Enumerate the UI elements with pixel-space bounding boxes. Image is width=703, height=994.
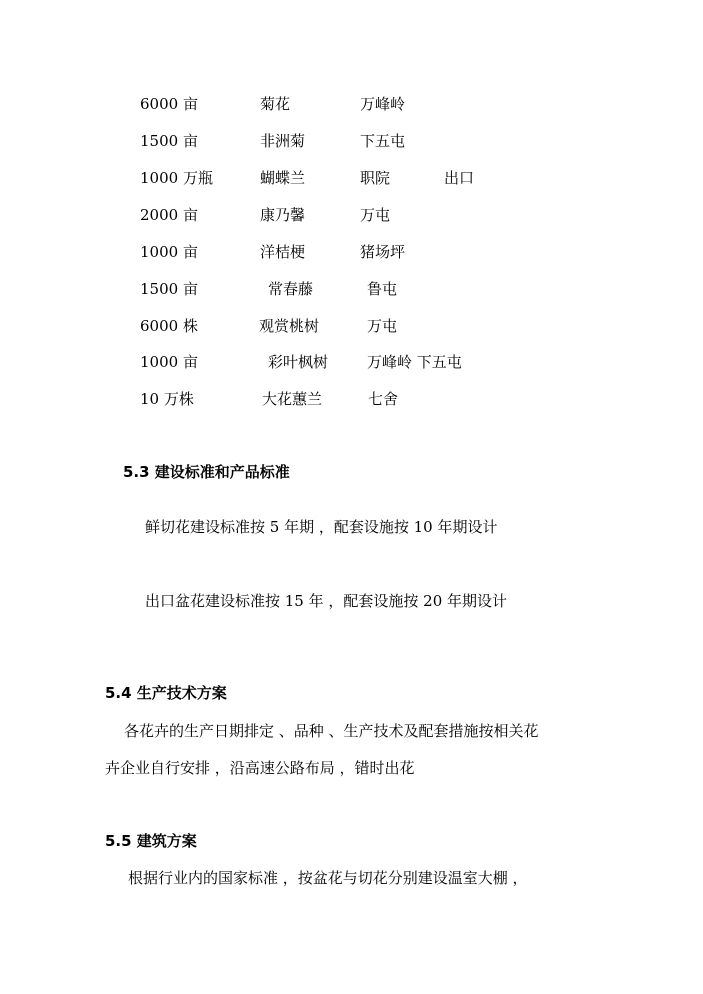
variety-cell: 彩叶枫树 bbox=[268, 353, 329, 371]
table-row bbox=[0, 168, 703, 188]
paragraph-production-line-1: 各花卉的生产日期排定 、品种 、生产技术及配套措施按相关花 bbox=[124, 722, 539, 740]
variety-cell: 洋桔梗 bbox=[260, 243, 306, 261]
paragraph-fresh-cut-standard: 鲜切花建设标准按 5 年期 ，配套设施按 10 年期设计 bbox=[145, 518, 498, 536]
section-heading-5-3: 5.3 建设标准和产品标准 bbox=[123, 463, 290, 481]
table-row bbox=[0, 316, 703, 336]
location-cell: 万屯 bbox=[360, 206, 391, 224]
area-cell: 6000 株 bbox=[140, 317, 198, 335]
location-cell: 下五屯 bbox=[360, 132, 406, 150]
variety-cell: 常春藤 bbox=[268, 280, 314, 298]
location-cell: 七舍 bbox=[368, 390, 399, 408]
variety-cell: 大花蕙兰 bbox=[262, 390, 323, 408]
area-cell: 1000 亩 bbox=[140, 243, 198, 261]
note-cell: 出口 bbox=[444, 169, 475, 187]
table-row bbox=[0, 242, 703, 262]
section-heading-5-5: 5.5 建筑方案 bbox=[105, 832, 197, 850]
table-row bbox=[0, 131, 703, 151]
paragraph-building-line-1: 根据行业内的国家标准 ，按盆花与切花分别建设温室大棚 ， bbox=[128, 869, 528, 887]
variety-cell: 观赏桃树 bbox=[259, 317, 320, 335]
area-cell: 1000 亩 bbox=[140, 353, 198, 371]
location-cell: 职院 bbox=[360, 169, 391, 187]
location-cell: 鲁屯 bbox=[367, 280, 398, 298]
table-row bbox=[0, 94, 703, 114]
area-cell: 1500 亩 bbox=[140, 280, 198, 298]
location-cell: 万峰岭 bbox=[360, 95, 406, 113]
table-row bbox=[0, 352, 703, 372]
area-cell: 10 万株 bbox=[140, 390, 194, 408]
variety-cell: 非洲菊 bbox=[260, 132, 306, 150]
location-cell: 万屯 bbox=[367, 317, 398, 335]
section-heading-5-4: 5.4 生产技术方案 bbox=[105, 684, 227, 702]
area-cell: 6000 亩 bbox=[140, 95, 198, 113]
table-row bbox=[0, 205, 703, 225]
paragraph-production-line-2: 卉企业自行安排 ，沿高速公路布局 ，错时出花 bbox=[105, 759, 415, 777]
variety-cell: 菊花 bbox=[260, 95, 291, 113]
variety-cell: 康乃馨 bbox=[260, 206, 306, 224]
area-cell: 1500 亩 bbox=[140, 132, 198, 150]
table-row bbox=[0, 279, 703, 299]
variety-cell: 蝴蝶兰 bbox=[260, 169, 306, 187]
table-row bbox=[0, 389, 703, 409]
area-cell: 2000 亩 bbox=[140, 206, 198, 224]
paragraph-export-pot-standard: 出口盆花建设标准按 15 年 ，配套设施按 20 年期设计 bbox=[145, 592, 508, 610]
area-cell: 1000 万瓶 bbox=[140, 169, 213, 187]
location-cell: 万峰岭 下五屯 bbox=[367, 353, 462, 371]
location-cell: 猪场坪 bbox=[360, 243, 406, 261]
